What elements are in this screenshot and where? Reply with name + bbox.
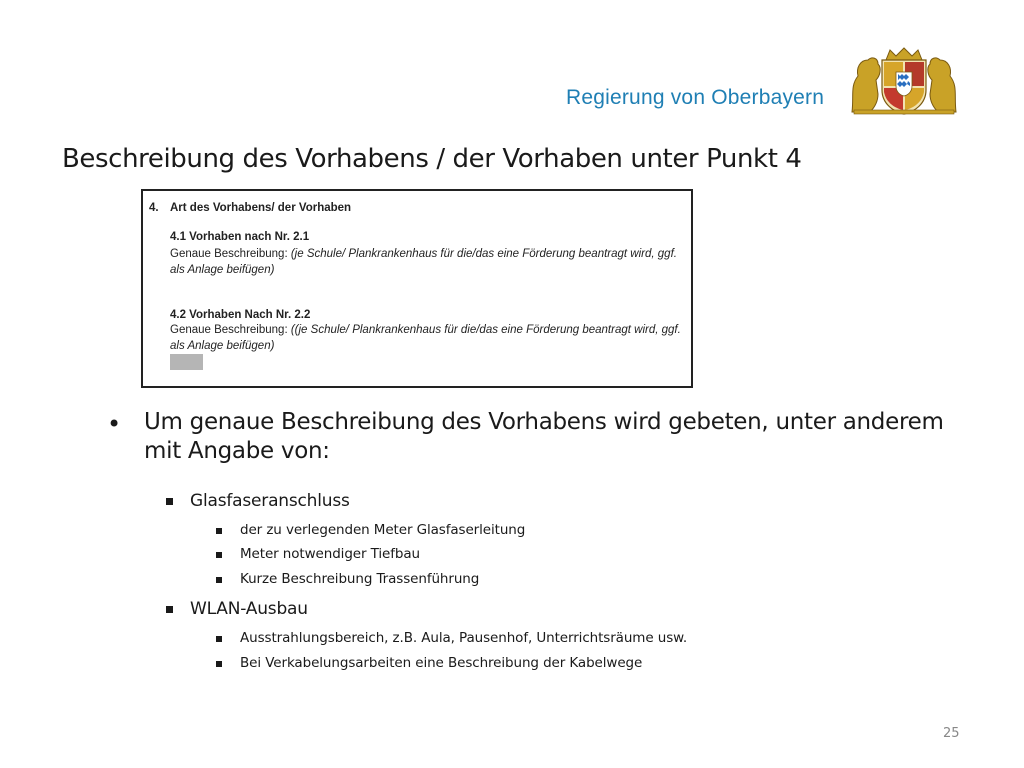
form-excerpt-image — [141, 189, 693, 388]
form-redacted-block — [170, 354, 203, 370]
square-bullet-icon — [166, 606, 173, 613]
square-bullet-icon — [216, 636, 222, 642]
main-bullet-text: Um genaue Beschreibung des Vorhabens wird gebeten, unter anderem mit Angabe von: — [144, 409, 944, 464]
form-section-title: Art des Vorhabens/ der Vorhaben — [170, 202, 352, 214]
square-bullet-icon — [216, 552, 222, 558]
list-item: der zu verlegenden Meter Glasfaserleitung — [240, 522, 526, 538]
square-bullet-icon — [166, 498, 173, 505]
square-bullet-icon — [216, 528, 222, 534]
form-item1-title: 4.1 Vorhaben nach Nr. 2.1 — [170, 231, 310, 243]
form-item1-line1 — [170, 248, 677, 260]
coat-of-arms-logo — [848, 46, 960, 116]
list-item: Kurze Beschreibung Trassenführung — [240, 571, 480, 587]
group-label-glasfaser: Glasfaseranschluss — [190, 491, 350, 511]
form-item2-prefix: Genaue Beschreibung: — [170, 324, 291, 336]
form-item2-line2: als Anlage beifügen) — [170, 340, 275, 352]
form-item1-prefix: Genaue Beschreibung: — [170, 248, 291, 260]
form-section-number: 4. — [149, 202, 159, 214]
form-item2-italic: ((je Schule/ Plankrankenhaus für die/das eine Förderung beantragt wird, ggf. — [290, 324, 681, 336]
square-bullet-icon — [216, 577, 222, 583]
list-item: Ausstrahlungsbereich, z.B. Aula, Pausenhof, Unterrichtsräume usw. — [240, 630, 688, 646]
form-item1-italic: (je Schule/ Plankrankenhaus für die/das eine Förderung beantragt wird, ggf. — [290, 248, 677, 260]
form-item2-line1 — [170, 324, 681, 336]
bullet-dot-icon: • — [107, 410, 122, 438]
list-item: Meter notwendiger Tiefbau — [240, 546, 420, 562]
form-item1-line2: als Anlage beifügen) — [170, 264, 275, 276]
list-item: Bei Verkabelungsarbeiten eine Beschreibung der Kabelwege — [240, 655, 643, 671]
page-title: Beschreibung des Vorhabens / der Vorhaben unter Punkt 4 — [62, 144, 802, 174]
form-item2-title: 4.2 Vorhaben Nach Nr. 2.2 — [170, 309, 311, 321]
page-number: 25 — [943, 726, 960, 741]
square-bullet-icon — [216, 661, 222, 667]
organization-name: Regierung von Oberbayern — [566, 86, 825, 109]
group-label-wlan: WLAN-Ausbau — [190, 599, 308, 619]
